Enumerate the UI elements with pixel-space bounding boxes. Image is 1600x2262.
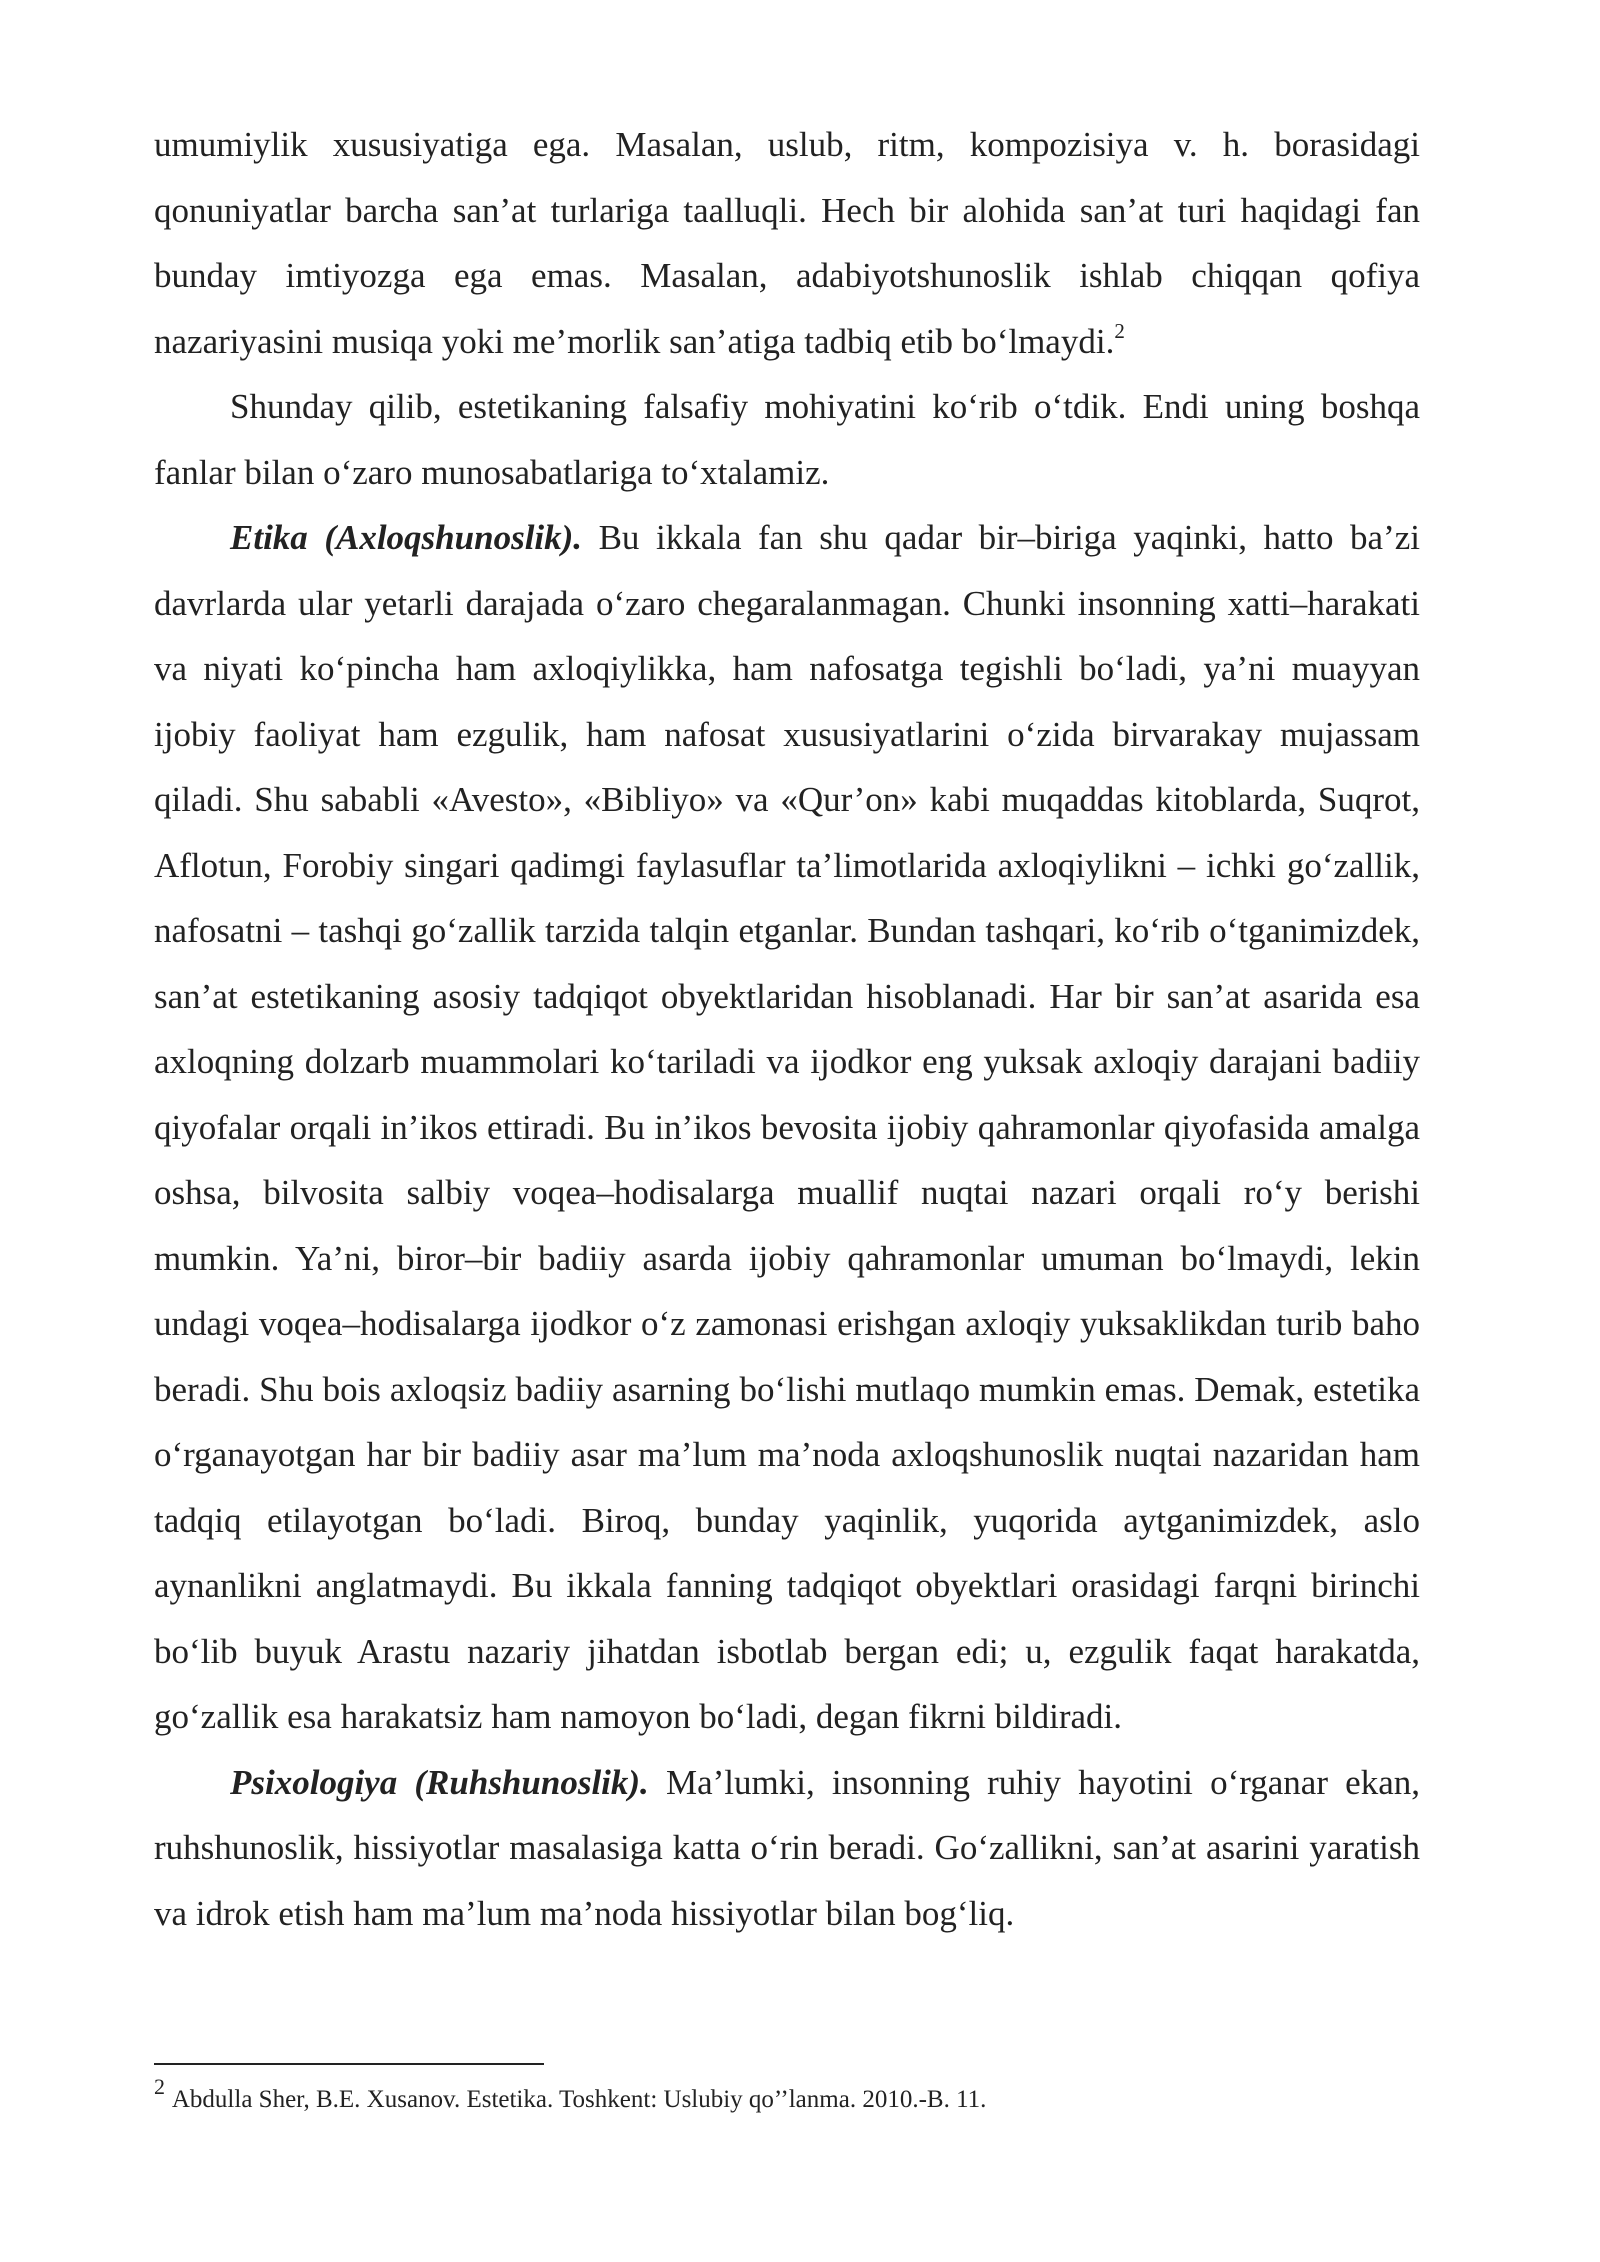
section-heading-psychology: Psixologiya (Ruhshunoslik). <box>230 1762 649 1802</box>
paragraph-2 <box>154 374 1420 505</box>
page-body <box>154 112 1420 1946</box>
paragraph-ethics <box>154 505 1420 1750</box>
footnote-text: Abdulla Sher, B.E. Xusanov. Estetika. Toshkent: Uslubiy qo’’lanma. 2010.-B. 11. <box>167 2086 987 2113</box>
paragraph-1 <box>154 112 1420 374</box>
footnote-number: 2 <box>154 2073 165 2099</box>
paragraph-2-text: Shunday qilib, estetikaning falsafiy mohiyatini ko‘rib o‘tdik. Endi uning boshqa fanlar bilan o‘zaro munosabatlariga to‘xtalamiz. <box>154 387 1420 492</box>
paragraph-ethics-text: Bu ikkala fan shu qadar bir–biriga yaqinki, hatto ba’zi davrlarda ular yetarli darajada o‘zaro chegaralanmagan. Chunki insonning xatti–harakati va niyati ko‘pincha ham axloqiylikka, ham nafosatga tegishli bo‘ladi, ya’ni muayyan ijobiy faoliyat ham ezgulik, ham nafosat xususiyatlarini o‘zida birvarakay mujassam qiladi. Shu sababli «Avesto», «Bibliyo» va «Qur’on» kabi muqaddas kitoblarda, Suqrot, Aflotun, Forobiy singari qadimgi faylasuflar ta’limotlarida axloqiylikni – ichki go‘zallik, nafosatni – tashqi go‘zallik tarzida talqin etganlar. Bundan tashqari, ko‘rib o‘tganimizdek, san’at estetikaning asosiy tadqiqot obyektlaridan hisoblanadi. Har bir san’at asarida esa axloqning dolzarb muammolari ko‘tariladi va ijodkor eng yuksak axloqiy darajani badiiy qiyofalar orqali in’ikos ettiradi. Bu in’ikos bevosita ijobiy qahramonlar qiyofasida amalga oshsa, bilvosita salbiy voqea–hodisalarga muallif nuqtai nazari orqali ro‘y berishi mumkin. Ya’ni, biror–bir badiiy asarda ijobiy qahramonlar umuman bo‘lmaydi, lekin undagi voqea–hodisalarga ijodkor o‘z zamonasi erishgan axloqiy yuksaklikdan turib baho beradi. Shu bois axloqsiz badiiy asarning bo‘lishi mutlaqo mumkin emas. Demak, estetika o‘rganayotgan har bir badiiy asar ma’lum ma’noda axloqshunoslik nuqtai nazaridan ham tadqiq etilayotgan bo‘ladi. Biroq, bunday yaqinlik, yuqorida aytganimizdek, aslo aynanlikni anglatmaydi. Bu ikkala fanning tadqiqot obyektlari orasidagi farqni birinchi bo‘lib buyuk Arastu nazariy jihatdan isbotlab bergan edi; u, ezgulik faqat harakatda, go‘zallik esa harakatsiz ham namoyon bo‘ladi, degan fikrni bildiradi. <box>154 518 1420 1736</box>
paragraph-psychology <box>154 1750 1420 1947</box>
paragraph-psychology-text: Ma’lumki, insonning ruhiy hayotini o‘rganar ekan, ruhshunoslik, hissiyotlar masalasiga katta o‘rin beradi. Go‘zallikni, san’at asarini yaratish va idrok etish ham ma’lum ma’noda hissiyotlar bilan bog‘liq. <box>154 1762 1420 1933</box>
section-heading-ethics: Etika (Axloqshunoslik). <box>230 518 583 557</box>
footnote-reference[interactable]: 2 <box>1114 318 1125 343</box>
footnote-separator <box>154 2063 544 2065</box>
footnote <box>154 2073 1420 2118</box>
paragraph-1-text: umumiylik xususiyatiga ega. Masalan, uslub, ritm, kompozisiya v. h. borasidagi qonuniyatlar barcha san’at turlariga taalluqli. Hech bir alohida san’at turi haqidagi fan bunday imtiyozga ega emas. Masalan, adabiyotshunoslik ishlab chiqqan qofiya nazariyasini musiqa yoki me’morlik san’atiga tadbiq etib bo‘lmaydi. <box>154 125 1420 361</box>
